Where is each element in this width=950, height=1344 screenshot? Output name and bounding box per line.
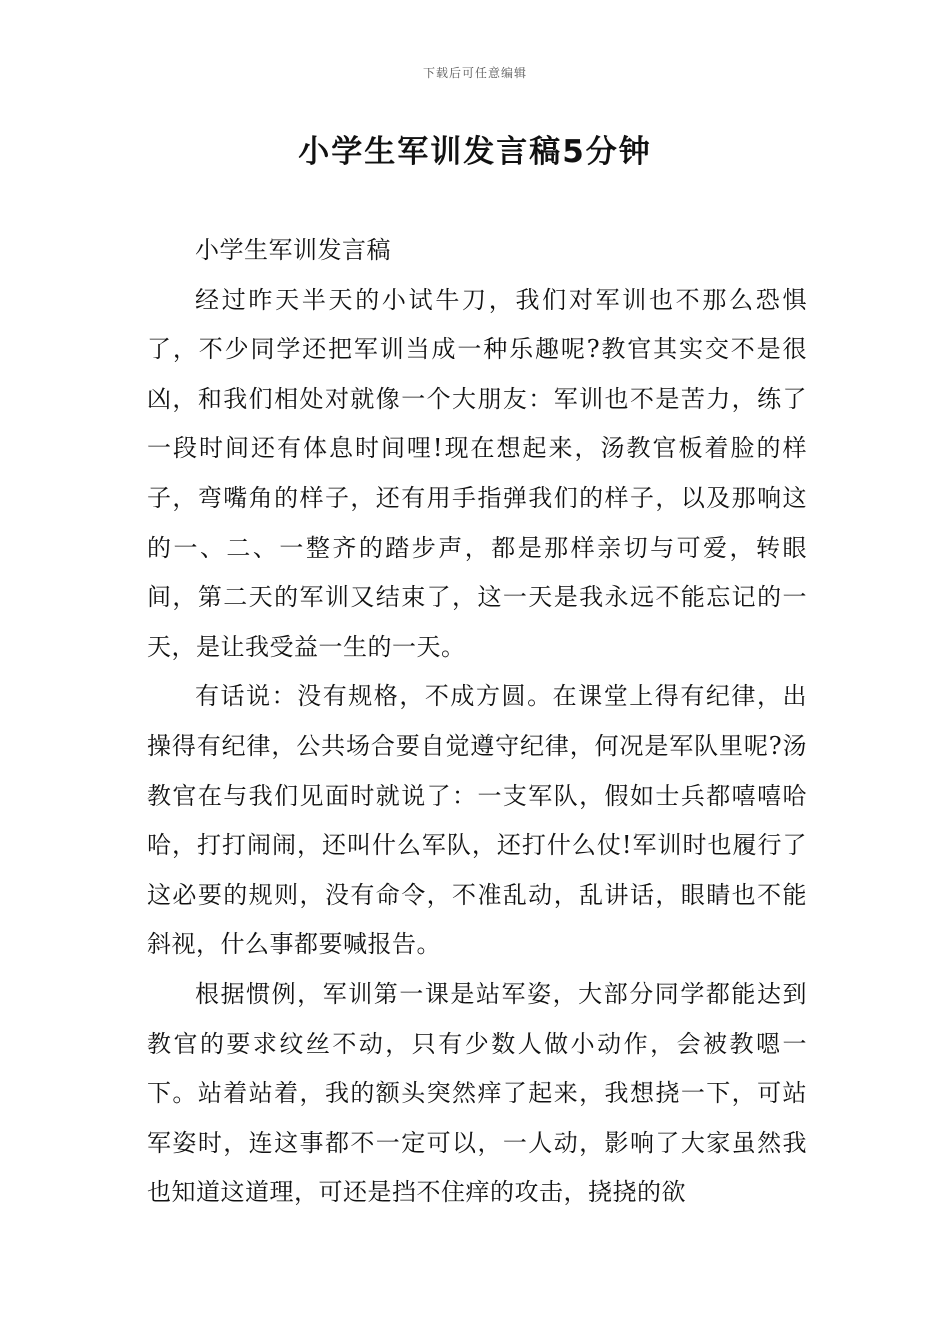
paragraph: 根据惯例，军训第一课是站军姿，大部分同学都能达到教官的要求纹丝不动，只有少数人做小动作，会被教嗯一下。站着站着，我的额头突然痒了起来，我想挠一下，可站军姿时，连这事都不一定可以，一人动，影响了大家虽然我也知道这道理，可还是挡不住痒的攻击，挠挠的欲 <box>147 979 807 1207</box>
paragraph: 经过昨天半天的小试牛刀，我们对军训也不那么恐惧了，不少同学还把军训当成一种乐趣呢?教官其实交不是很凶，和我们相处对就像一个大朋友：军训也不是苦力，练了一段时间还有体息时间哩!现在想起来，汤教官板着脸的样子，弯嘴角的样子，还有用手指弹我们的样子，以及那响这的一、二、一整齐的踏步声，都是那样亲切与可爱，转眼间，第二天的军训又结束了，这一天是我永远不能忘记的一天，是让我受益一生的一天。 <box>147 285 807 661</box>
document-body <box>147 226 807 1218</box>
header-note: 下载后可任意编辑 <box>422 66 527 80</box>
paragraph-subtitle: 小学生军训发言稿 <box>195 236 391 264</box>
paragraph: 有话说：没有规格，不成方圆。在课堂上得有纪律，出操得有纪律，公共场合要自觉遵守纪律，何况是军队里呢?汤教官在与我们见面时就说了：一支军队，假如士兵都嘻嘻哈哈，打打闹闹，还叫什么军队，还打什么仗!军训时也履行了这必要的规则，没有命令，不准乱动，乱讲话，眼睛也不能斜视，什么事都要喊报告。 <box>147 682 807 959</box>
document-title: 小学生军训发言稿5分钟 <box>298 134 652 170</box>
